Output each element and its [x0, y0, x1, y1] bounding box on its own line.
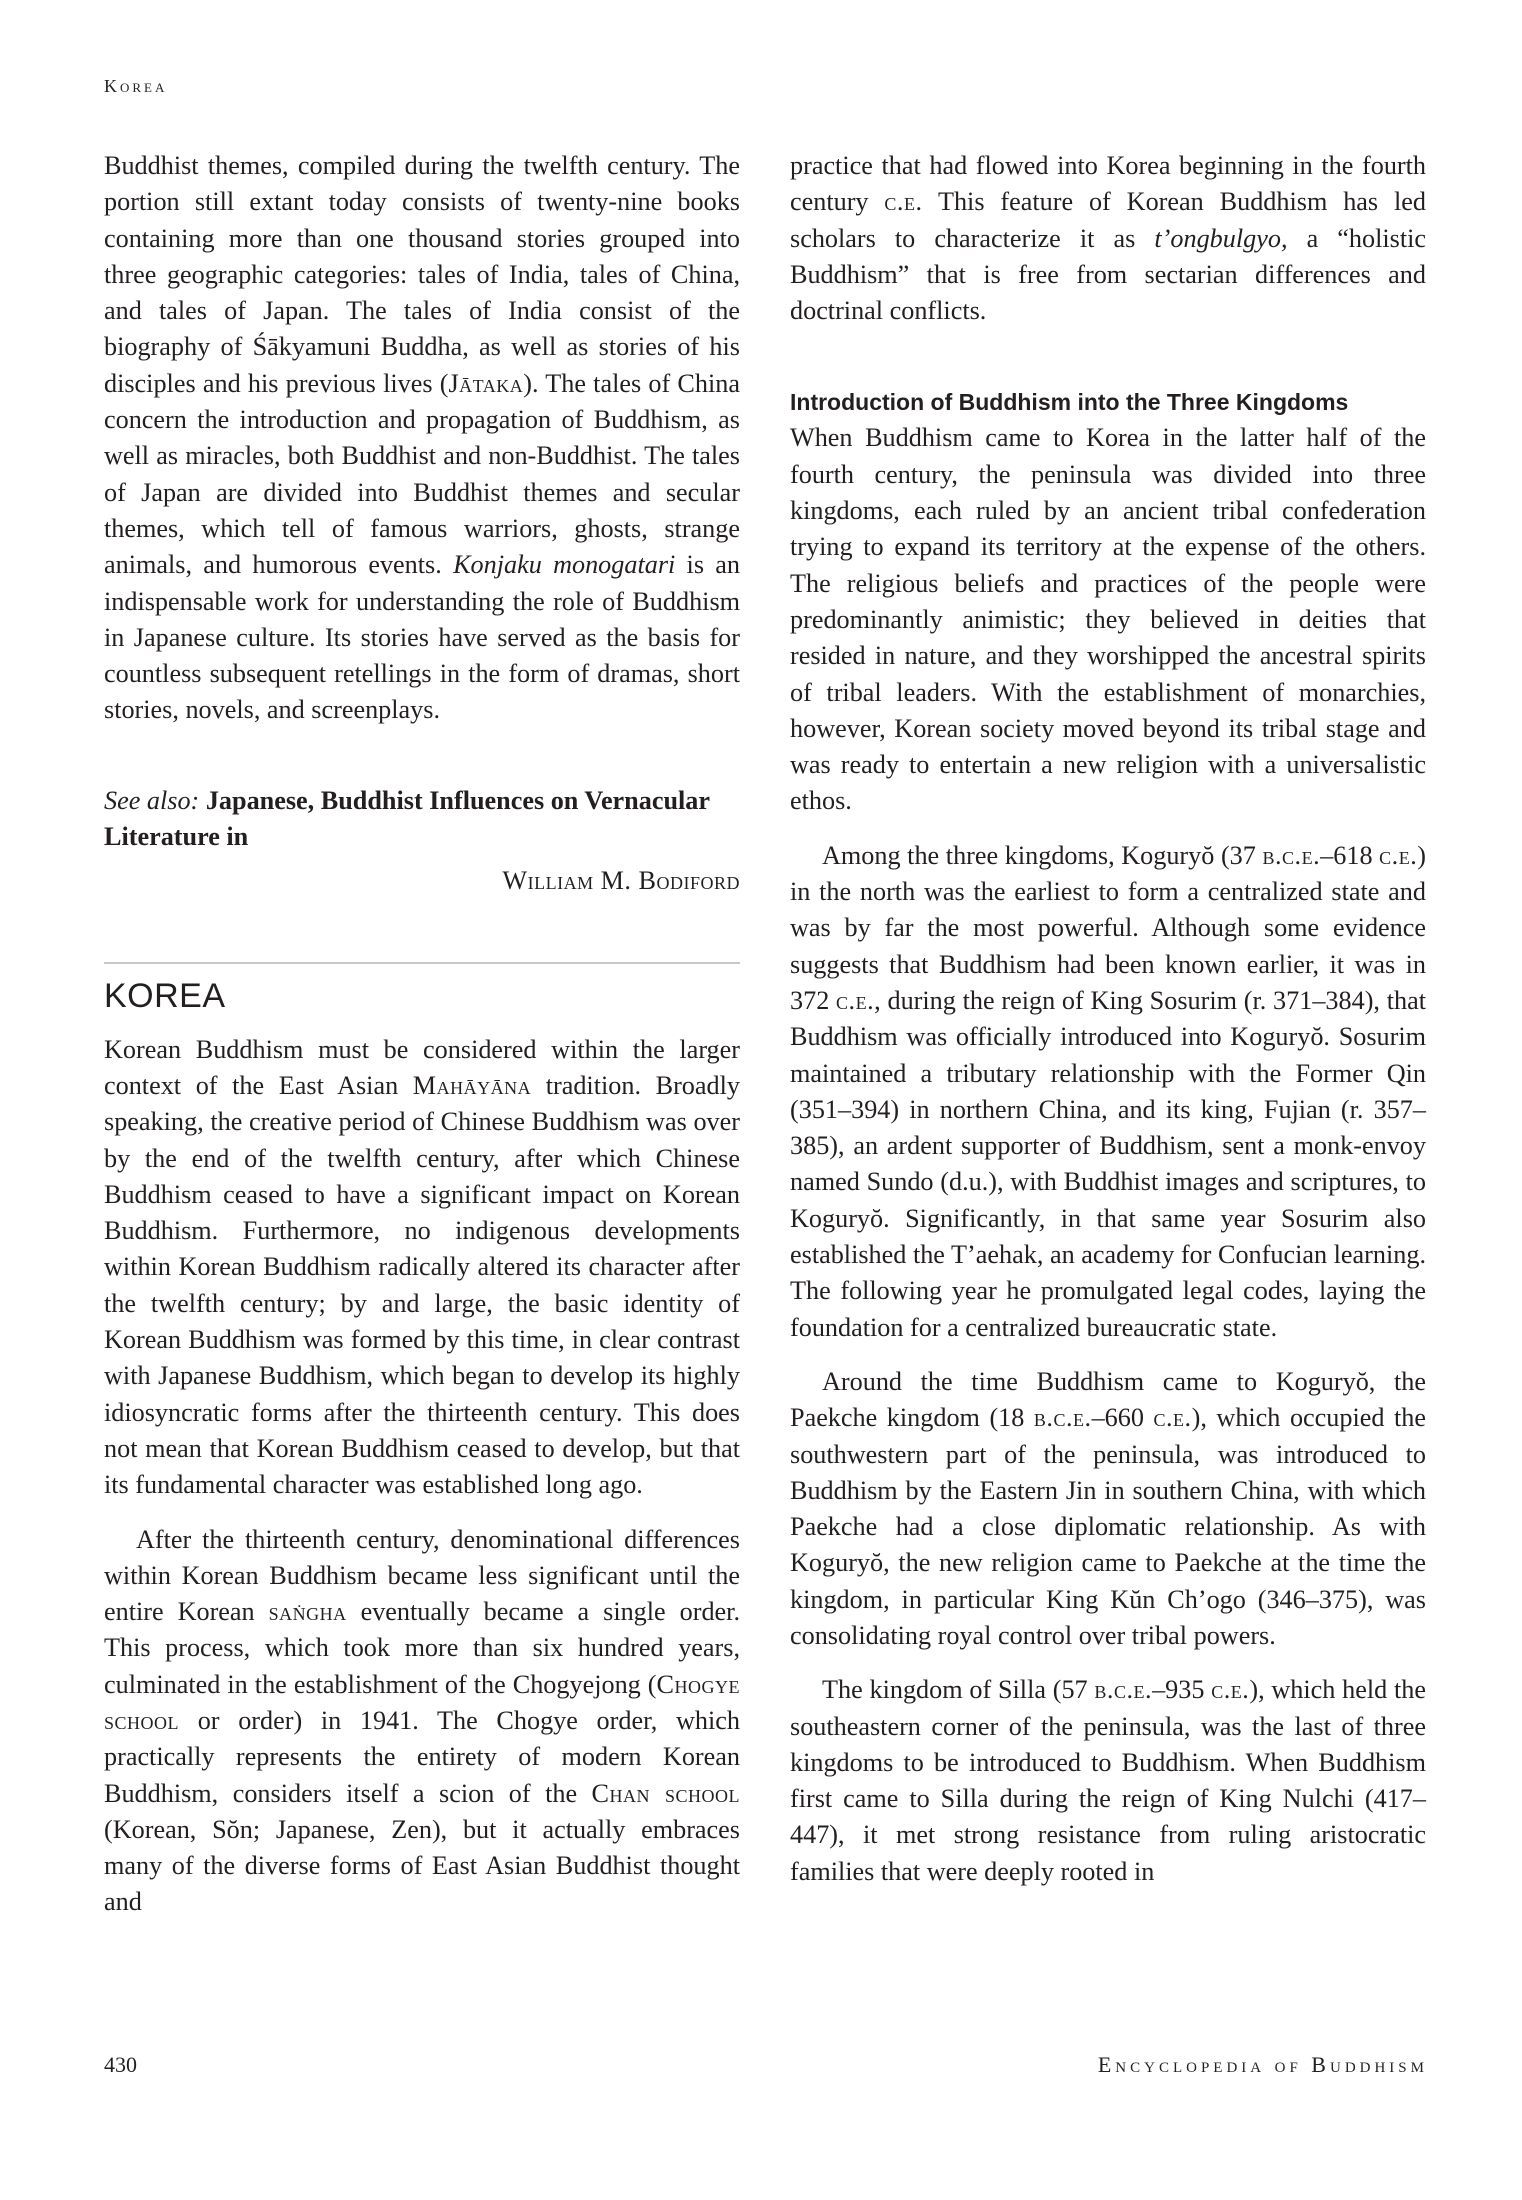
era-abbrev: c.e.: [836, 985, 875, 1015]
cross-reference-jataka: Jātaka: [448, 368, 524, 398]
body-paragraph: When Buddhism came to Korea in the latter half of the fourth century, the peninsula was divided into three kingdoms, each ruled by an ancient tribal confederation trying to expand its territory at the expense of the others. The religious beliefs and practices of the people were predominantly animistic; they believed in deities that resided in nature, and they worshipped the ancestral spirits of tribal leaders. With the establishment of monarchies, however, Korean society moved beyond its tribal stage and was ready to entertain a new religion with a universalistic ethos.: [790, 423, 1426, 816]
section-subhead: Introduction of Buddhism into the Three Kingdoms: [790, 389, 1349, 416]
text-run: eventually became a single order. This process, which took more than six hundred years, culminated in the establishment of the Chogyejong (: [104, 1597, 740, 1699]
text-run: Buddhist themes, compiled during the twelfth century. The portion still extant today consists of twenty-nine books containing more than one thousand stories grouped into three geographic categories: tales of India, tales of China, and tales of Japan. The tales of India consist of the biography of Śākyamuni Buddha, as well as stories of his disciples and his previous lives (: [104, 151, 740, 398]
era-abbrev: c.e.: [1211, 1675, 1250, 1705]
see-also-label: See also:: [104, 785, 200, 815]
cross-reference-chan: Chan school: [591, 1778, 740, 1808]
body-paragraph: [790, 838, 1426, 1346]
text-run: ) in the north was the earliest to form a centralized state and was by far the most powerful. Although some evidence suggests that Buddhism had been known earlier, it was in 372: [790, 840, 1426, 1015]
page-number: 430: [104, 2052, 137, 2077]
right-column: [790, 148, 1426, 1890]
text-run: –935: [1152, 1675, 1212, 1705]
cross-reference-sangha: saṅgha: [268, 1597, 347, 1627]
cross-reference-mahayana: Mahāyāna: [412, 1070, 532, 1100]
body-paragraph: [790, 148, 1426, 329]
text-run: After the thirteenth century, denominational differences within Korean Buddhism became less significant until the entire Korean: [104, 1524, 740, 1627]
text-run: ), which occupied the southwestern part of the peninsula, was introduced to Buddhism by the Eastern Jin in southern China, with which Paekche had a close diplomatic relationship. As with Koguryŏ, the new religion came to Paekche at the time the kingdom, in particular King Kŭn Ch’ogo (346–375), was consolidating royal control over tribal powers.: [790, 1403, 1427, 1650]
text-run: –660: [1091, 1403, 1154, 1433]
body-paragraph: [790, 1672, 1426, 1890]
text-run: ). The tales of China concern the introduction and propagation of Buddhism, as well as miracles, both Buddhist and non-Buddhist. The tales of Japan are divided into Buddhist themes and secular themes, which tell of famous warriors, ghosts, strange animals, and humorous events.: [104, 368, 740, 580]
era-abbrev: c.e.: [884, 187, 923, 217]
konjaku-paragraph: [104, 148, 740, 729]
cross-reference-chogye: Chogye school: [104, 1669, 740, 1735]
section-divider: [104, 962, 740, 964]
text-run: ), which held the southeastern corner of the peninsula, was the last of three kingdoms to be introduced to Buddhism. When Buddhism first came to Silla during the reign of King Nulchi (417–447), it met strong resistance from ruling aristocratic families that were deeply rooted in: [790, 1675, 1426, 1886]
see-also: [104, 783, 740, 856]
text-run: Among the three kingdoms, Koguryŏ (37: [822, 840, 1263, 870]
text-run: Around the time Buddhism came to Koguryŏ, the Paekche kingdom (18: [790, 1366, 1426, 1433]
text-run: tradition. Broadly speaking, the creative period of Chinese Buddhism was over by the end of the twelfth century, after which Chinese Buddhism ceased to have a significant impact on Korean Buddhism. Furthermore, no indigenous developments within Korean Buddhism radically altered its character after the twelfth century; by and large, the basic identity of Korean Buddhism was formed by this time, in clear contrast with Japanese Buddhism, which began to develop its highly idiosyncratic forms after the thirteenth century. This does not mean that Korean Buddhism ceased to develop, but that its fundamental character was established long ago.: [104, 1070, 740, 1500]
work-title: Konjaku monogatari: [453, 550, 676, 580]
text-run: or order) in 1941. The Chogye order, which practically represents the entirety of modern Korean Buddhism, considers itself a scion of the: [104, 1705, 740, 1808]
text-run: This feature of Korean Buddhism has led scholars to characterize it as: [790, 187, 1426, 253]
text-run: practice that had flowed into Korea beginning in the fourth century: [790, 151, 1426, 217]
entry-title: KOREA: [104, 976, 226, 1015]
text-run: –618: [1320, 840, 1380, 870]
era-abbrev: b.c.e.: [1262, 840, 1321, 870]
korean-term: t’ongbulgyo,: [1154, 223, 1288, 253]
era-abbrev: c.e.: [1379, 840, 1418, 870]
body-paragraph: [104, 1032, 740, 1504]
text-run: Korean Buddhism must be considered within the larger context of the East Asian: [104, 1034, 740, 1100]
era-abbrev: c.e.: [1153, 1403, 1192, 1433]
left-column: [104, 148, 740, 1921]
author-signature: William M. Bodiford: [502, 866, 740, 896]
text-run: , during the reign of King Sosurim (r. 371–384), that Buddhism was officially introduced into Koguryŏ. Sosurim maintained a tributary relationship with the Former Qin (351–394) in northern China, and its king, Fujian (r. 357–385), an ardent supporter of Buddhism, sent a monk-envoy named Sundo (d.u.), with Buddhist images and scriptures, to Koguryŏ. Significantly, in that same year Sosurim also established the T’aehak, an academy for Confucian learning. The following year he promulgated legal codes, laying the foundation for a centralized bureaucratic state.: [790, 985, 1426, 1342]
running-head: Korea: [104, 76, 168, 96]
see-also-target: Japanese, Buddhist Influences on Vernacular Literature in: [104, 785, 710, 852]
book-title: Encyclopedia of Buddhism: [1097, 2052, 1428, 2077]
text-run: The kingdom of Silla (57: [822, 1675, 1095, 1705]
text-run: (Korean, Sŏn; Japanese, Zen), but it actually embraces many of the diverse forms of East Asian Buddhist thought and: [104, 1814, 740, 1917]
text-run: is an indispensable work for understanding the role of Buddhism in Japanese culture. Its stories have served as the basis for countless subsequent retellings in the form of dramas, short stories, novels, and screenplays.: [104, 550, 741, 725]
body-paragraph: [104, 1522, 740, 1921]
text-run: a “holistic Buddhism” that is free from sectarian differences and doctrinal conflicts.: [790, 223, 1427, 326]
body-paragraph: [790, 1364, 1426, 1654]
era-abbrev: b.c.e.: [1033, 1403, 1092, 1433]
era-abbrev: b.c.e.: [1094, 1675, 1153, 1705]
